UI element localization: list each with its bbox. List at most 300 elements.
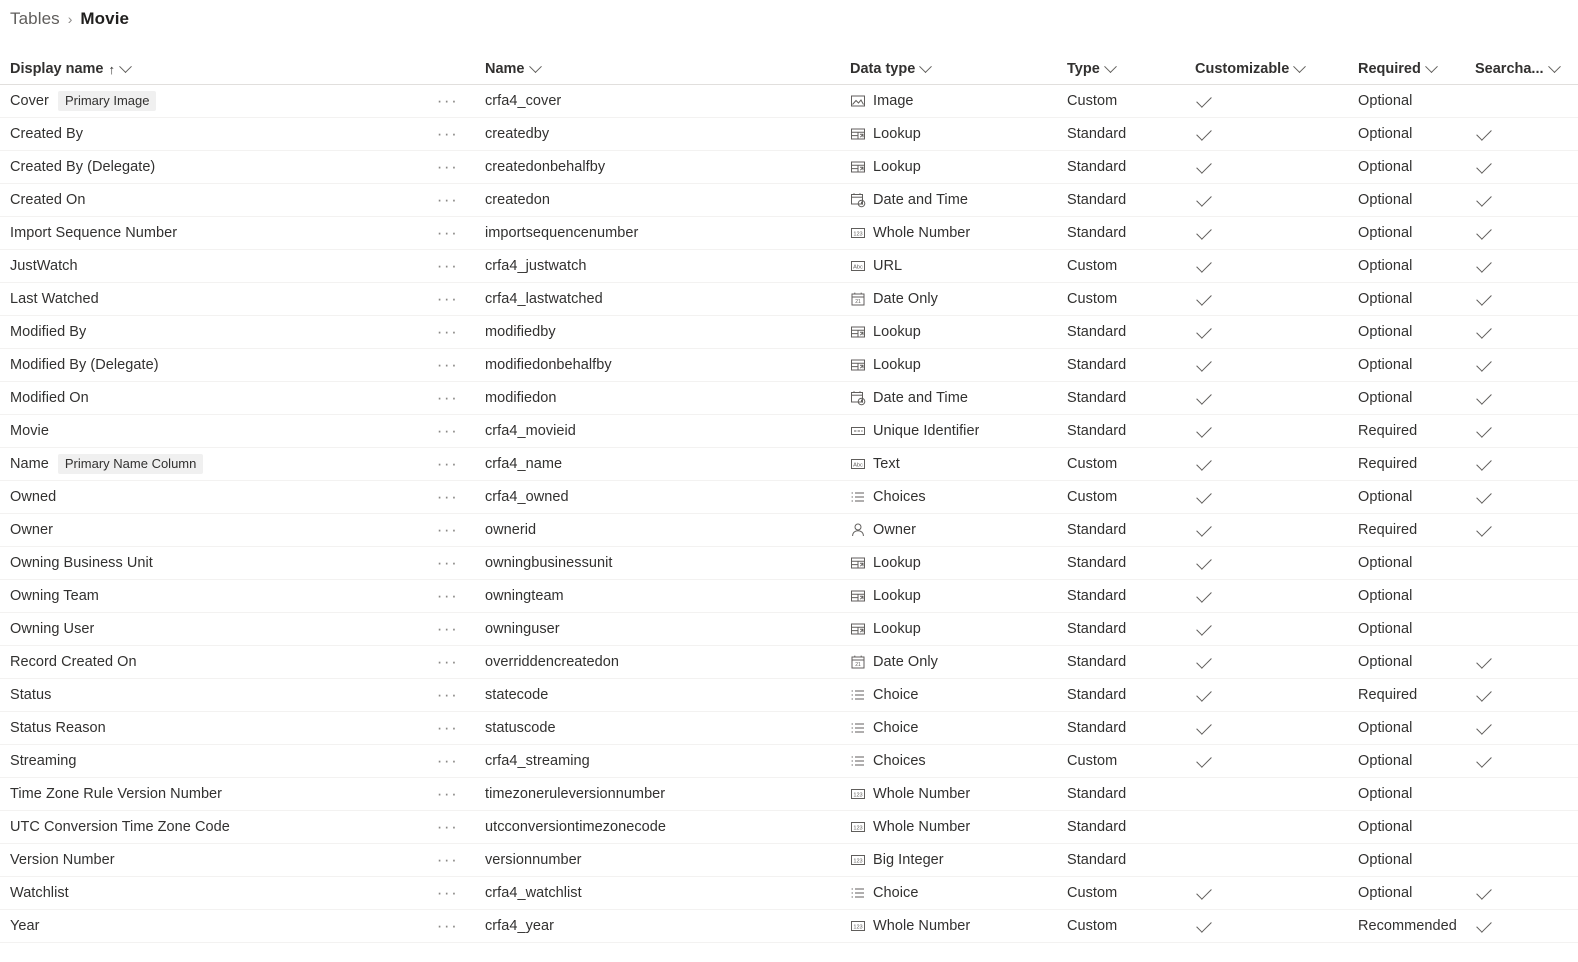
cell-type <box>1063 356 1188 374</box>
type-text: Standard <box>1067 687 1127 703</box>
cell-row-actions <box>420 289 475 308</box>
table-row[interactable] <box>0 85 1578 118</box>
header-cell-display-name[interactable] <box>0 61 420 77</box>
table-row[interactable] <box>0 646 1578 679</box>
cell-searchable <box>1473 613 1578 645</box>
data-type-text: Whole Number <box>873 819 971 835</box>
header-label-type: Type <box>1067 61 1100 77</box>
data-type-text: Date Only <box>873 291 938 307</box>
data-type-text: Choice <box>873 720 919 736</box>
cell-display-name <box>0 91 420 111</box>
logical-name-text: owningbusinessunit <box>485 555 613 571</box>
cell-data-type <box>845 588 1063 604</box>
cell-row-actions <box>420 157 475 176</box>
type-text: Standard <box>1067 786 1127 802</box>
checkmark-icon <box>1476 917 1492 933</box>
column-display-name-link[interactable]: Owning Business Unit <box>10 555 153 571</box>
cell-required <box>1356 818 1473 836</box>
cell-logical-name <box>475 257 845 275</box>
checkmark-icon <box>1196 257 1212 273</box>
table-row[interactable] <box>0 712 1578 745</box>
cell-data-type <box>845 654 1063 670</box>
more-options-icon[interactable]: ··· <box>436 817 459 836</box>
cell-logical-name <box>475 191 845 209</box>
more-options-icon[interactable]: ··· <box>436 223 459 242</box>
required-text: Optional <box>1358 885 1413 901</box>
lookup-icon <box>850 126 866 142</box>
choices-icon <box>850 720 866 736</box>
checkmark-icon <box>1476 125 1492 141</box>
cell-type <box>1063 389 1188 407</box>
status-badge: Primary Image <box>58 91 157 111</box>
column-display-name-link[interactable]: Created By (Delegate) <box>10 159 156 175</box>
cell-display-name <box>0 687 420 703</box>
more-options-icon[interactable]: ··· <box>436 850 459 869</box>
cell-display-name <box>0 819 420 835</box>
checkmark-icon <box>1196 422 1212 438</box>
header-cell-name[interactable] <box>475 61 845 77</box>
svg-text:123: 123 <box>853 924 863 931</box>
checkmark-icon <box>1196 455 1212 471</box>
more-options-icon[interactable]: ··· <box>436 157 459 176</box>
column-display-name-link[interactable]: Owned <box>10 489 57 505</box>
cell-customizable <box>1188 316 1356 348</box>
more-options-icon[interactable]: ··· <box>436 685 459 704</box>
chevron-down-icon[interactable] <box>1293 60 1306 73</box>
cell-required <box>1356 92 1473 110</box>
cell-searchable <box>1473 712 1578 744</box>
cell-type <box>1063 92 1188 110</box>
cell-searchable <box>1473 382 1578 414</box>
chevron-down-icon[interactable] <box>119 60 132 73</box>
header-cell-required[interactable] <box>1356 61 1473 77</box>
cell-logical-name <box>475 290 845 308</box>
more-options-icon[interactable]: ··· <box>436 256 459 275</box>
cell-row-actions <box>420 322 475 341</box>
cell-display-name <box>0 324 420 340</box>
checkmark-icon <box>1476 488 1492 504</box>
more-options-icon[interactable]: ··· <box>436 454 459 473</box>
checkmark-icon <box>1196 620 1212 636</box>
required-text: Optional <box>1358 258 1413 274</box>
cell-type <box>1063 455 1188 473</box>
chevron-down-icon[interactable] <box>1425 60 1438 73</box>
checkmark-icon <box>1476 719 1492 735</box>
table-row[interactable] <box>0 613 1578 646</box>
type-text: Standard <box>1067 522 1127 538</box>
column-display-name-link[interactable]: Owner <box>10 522 53 538</box>
header-cell-type[interactable] <box>1063 61 1188 77</box>
column-display-name-link[interactable]: Watchlist <box>10 885 69 901</box>
logical-name-text: crfa4_name <box>485 456 563 472</box>
cell-type <box>1063 521 1188 539</box>
more-options-icon[interactable]: ··· <box>436 520 459 539</box>
cell-row-actions <box>420 256 475 275</box>
column-display-name-link[interactable]: Created On <box>10 192 86 208</box>
more-options-icon[interactable]: ··· <box>436 586 459 605</box>
table-row[interactable] <box>0 778 1578 811</box>
header-cell-searchable[interactable] <box>1473 61 1578 77</box>
cell-customizable <box>1188 184 1356 216</box>
column-display-name-link[interactable]: Modified On <box>10 390 89 406</box>
required-text: Optional <box>1358 390 1413 406</box>
cell-logical-name <box>475 92 845 110</box>
cell-searchable <box>1473 778 1578 810</box>
header-label-display-name: Display name <box>10 61 104 77</box>
cell-display-name <box>0 588 420 604</box>
cell-customizable <box>1188 349 1356 381</box>
lookup-icon <box>850 555 866 571</box>
cell-data-type <box>845 720 1063 736</box>
cell-data-type <box>845 126 1063 142</box>
cell-data-type <box>845 390 1063 406</box>
chevron-down-icon[interactable] <box>919 60 932 73</box>
required-text: Optional <box>1358 159 1413 175</box>
cell-required <box>1356 257 1473 275</box>
type-text: Standard <box>1067 852 1127 868</box>
checkmark-icon <box>1476 356 1492 372</box>
cell-display-name <box>0 654 420 670</box>
checkmark-icon <box>1196 587 1212 603</box>
cell-customizable <box>1188 910 1356 942</box>
cell-data-type <box>845 489 1063 505</box>
table-row[interactable] <box>0 679 1578 712</box>
svg-text:123: 123 <box>853 858 863 865</box>
cell-data-type <box>845 819 1063 835</box>
owner-icon <box>850 522 866 538</box>
logical-name-text: crfa4_streaming <box>485 753 590 769</box>
required-text: Optional <box>1358 753 1413 769</box>
type-text: Custom <box>1067 489 1118 505</box>
more-options-icon[interactable]: ··· <box>436 619 459 638</box>
cell-customizable <box>1188 547 1356 579</box>
number-icon <box>850 819 866 835</box>
cell-customizable <box>1188 613 1356 645</box>
table-row[interactable] <box>0 250 1578 283</box>
required-text: Optional <box>1358 819 1413 835</box>
cell-data-type <box>845 786 1063 802</box>
table-row[interactable] <box>0 481 1578 514</box>
cell-required <box>1356 785 1473 803</box>
cell-searchable <box>1473 217 1578 249</box>
svg-text:123: 123 <box>853 231 863 238</box>
column-display-name-link[interactable]: Time Zone Rule Version Number <box>10 786 223 802</box>
choices-icon <box>850 687 866 703</box>
table-row[interactable] <box>0 184 1578 217</box>
more-options-icon[interactable]: ··· <box>436 751 459 770</box>
header-cell-customizable[interactable] <box>1188 61 1356 77</box>
cell-customizable <box>1188 283 1356 315</box>
cell-searchable <box>1473 85 1578 117</box>
cell-display-name <box>0 885 420 901</box>
column-display-name-link[interactable]: JustWatch <box>10 258 78 274</box>
cell-type <box>1063 158 1188 176</box>
required-text: Optional <box>1358 192 1413 208</box>
cell-customizable <box>1188 151 1356 183</box>
cell-required <box>1356 158 1473 176</box>
cell-data-type <box>845 555 1063 571</box>
date-only-icon <box>850 654 866 670</box>
cell-row-actions <box>420 223 475 242</box>
logical-name-text: owninguser <box>485 621 560 637</box>
more-options-icon[interactable]: ··· <box>436 553 459 572</box>
column-display-name-link[interactable]: Year <box>10 918 40 934</box>
more-options-icon[interactable]: ··· <box>436 355 459 374</box>
svg-text:123: 123 <box>853 825 863 832</box>
table-row[interactable] <box>0 118 1578 151</box>
type-text: Standard <box>1067 555 1127 571</box>
more-options-icon[interactable]: ··· <box>436 289 459 308</box>
table-row[interactable] <box>0 217 1578 250</box>
logical-name-text: crfa4_lastwatched <box>485 291 603 307</box>
cell-logical-name <box>475 125 845 143</box>
header-label-searchable: Searcha... <box>1475 61 1544 77</box>
cell-required <box>1356 752 1473 770</box>
more-options-icon[interactable]: ··· <box>436 883 459 902</box>
chevron-down-icon[interactable] <box>1548 60 1561 73</box>
column-display-name-link[interactable]: Record Created On <box>10 654 137 670</box>
type-text: Standard <box>1067 225 1127 241</box>
data-type-text: Lookup <box>873 324 921 340</box>
table-row[interactable] <box>0 547 1578 580</box>
checkmark-icon <box>1476 191 1492 207</box>
cell-searchable <box>1473 679 1578 711</box>
column-display-name-link[interactable]: Modified By (Delegate) <box>10 357 159 373</box>
cell-row-actions <box>420 817 475 836</box>
checkmark-icon <box>1196 125 1212 141</box>
cell-customizable <box>1188 679 1356 711</box>
cell-required <box>1356 455 1473 473</box>
date-only-icon <box>850 291 866 307</box>
type-text: Standard <box>1067 654 1127 670</box>
more-options-icon[interactable]: ··· <box>436 91 459 110</box>
more-options-icon[interactable]: ··· <box>436 487 459 506</box>
status-badge: Primary Name Column <box>58 454 203 474</box>
cell-searchable <box>1473 646 1578 678</box>
cell-row-actions <box>420 586 475 605</box>
cell-searchable <box>1473 844 1578 876</box>
table-row[interactable] <box>0 811 1578 844</box>
column-display-name-link[interactable]: UTC Conversion Time Zone Code <box>10 819 230 835</box>
cell-required <box>1356 521 1473 539</box>
cell-logical-name <box>475 752 845 770</box>
cell-type <box>1063 686 1188 704</box>
table-row[interactable] <box>0 316 1578 349</box>
column-display-name-link[interactable]: Status <box>10 687 52 703</box>
cell-type <box>1063 752 1188 770</box>
choices-icon <box>850 753 866 769</box>
cell-data-type <box>845 93 1063 109</box>
cell-display-name <box>0 522 420 538</box>
cell-display-name <box>0 489 420 505</box>
column-display-name-link[interactable]: Status Reason <box>10 720 106 736</box>
required-text: Required <box>1358 522 1418 538</box>
cell-logical-name <box>475 521 845 539</box>
header-label-required: Required <box>1358 61 1421 77</box>
cell-customizable <box>1188 250 1356 282</box>
cell-searchable <box>1473 745 1578 777</box>
cell-data-type <box>845 621 1063 637</box>
cell-logical-name <box>475 224 845 242</box>
cell-customizable <box>1188 712 1356 744</box>
more-options-icon[interactable]: ··· <box>436 784 459 803</box>
cell-data-type <box>845 291 1063 307</box>
required-text: Optional <box>1358 324 1413 340</box>
cell-required <box>1356 356 1473 374</box>
more-options-icon[interactable]: ··· <box>436 916 459 935</box>
type-text: Standard <box>1067 819 1127 835</box>
lookup-icon <box>850 588 866 604</box>
date-time-icon <box>850 192 866 208</box>
required-text: Required <box>1358 423 1418 439</box>
table-row[interactable] <box>0 448 1578 481</box>
cell-searchable <box>1473 283 1578 315</box>
type-text: Custom <box>1067 753 1118 769</box>
type-text: Custom <box>1067 291 1118 307</box>
checkmark-icon <box>1196 290 1212 306</box>
column-display-name-link[interactable]: Cover <box>10 93 49 109</box>
required-text: Recommended <box>1358 918 1457 934</box>
column-display-name-link[interactable]: Modified By <box>10 324 87 340</box>
svg-text:21: 21 <box>855 662 861 668</box>
column-display-name-link[interactable]: Version Number <box>10 852 115 868</box>
cell-type <box>1063 851 1188 869</box>
chevron-down-icon[interactable] <box>529 60 542 73</box>
cell-display-name <box>0 159 420 175</box>
unique-id-icon <box>850 423 866 439</box>
table-row[interactable] <box>0 910 1578 943</box>
number-icon <box>850 852 866 868</box>
cell-logical-name <box>475 158 845 176</box>
required-text: Required <box>1358 456 1418 472</box>
choices-icon <box>850 489 866 505</box>
cell-type <box>1063 554 1188 572</box>
logical-name-text: crfa4_owned <box>485 489 569 505</box>
cell-logical-name <box>475 818 845 836</box>
data-type-text: Lookup <box>873 126 921 142</box>
cell-data-type <box>845 918 1063 934</box>
table-row[interactable] <box>0 514 1578 547</box>
required-text: Optional <box>1358 621 1413 637</box>
svg-text:Abc: Abc <box>853 462 863 469</box>
cell-logical-name <box>475 554 845 572</box>
logical-name-text: crfa4_movieid <box>485 423 576 439</box>
table-row[interactable] <box>0 844 1578 877</box>
cell-type <box>1063 620 1188 638</box>
table-row[interactable] <box>0 877 1578 910</box>
column-display-name-link[interactable]: Streaming <box>10 753 77 769</box>
cell-data-type <box>845 225 1063 241</box>
table-row[interactable] <box>0 415 1578 448</box>
more-options-icon[interactable]: ··· <box>436 124 459 143</box>
header-cell-data-type[interactable] <box>845 61 1063 77</box>
table-row[interactable] <box>0 349 1578 382</box>
required-text: Optional <box>1358 786 1413 802</box>
type-text: Standard <box>1067 588 1127 604</box>
cell-display-name <box>0 753 420 769</box>
page-title: Movie <box>80 9 130 28</box>
table-row[interactable] <box>0 151 1578 184</box>
cell-row-actions <box>420 91 475 110</box>
cell-customizable <box>1188 778 1356 810</box>
cell-data-type <box>845 687 1063 703</box>
cell-logical-name <box>475 917 845 935</box>
more-options-icon[interactable]: ··· <box>436 190 459 209</box>
data-type-text: Date and Time <box>873 390 968 406</box>
cell-customizable <box>1188 811 1356 843</box>
data-type-text: URL <box>873 258 903 274</box>
cell-row-actions <box>420 850 475 869</box>
cell-logical-name <box>475 422 845 440</box>
cell-logical-name <box>475 323 845 341</box>
column-display-name-link[interactable]: Created By <box>10 126 84 142</box>
column-display-name-link[interactable]: Owning Team <box>10 588 99 604</box>
cell-customizable <box>1188 448 1356 480</box>
column-display-name-link[interactable]: Last Watched <box>10 291 99 307</box>
cell-type <box>1063 884 1188 902</box>
required-text: Optional <box>1358 291 1413 307</box>
cell-display-name <box>0 555 420 571</box>
checkmark-icon <box>1476 884 1492 900</box>
cell-type <box>1063 125 1188 143</box>
cell-display-name <box>0 423 420 439</box>
cell-type <box>1063 224 1188 242</box>
breadcrumb <box>0 0 1578 38</box>
column-display-name-link[interactable]: Movie <box>10 423 49 439</box>
column-display-name-link[interactable]: Owning User <box>10 621 95 637</box>
chevron-down-icon[interactable] <box>1104 60 1117 73</box>
required-text: Optional <box>1358 852 1413 868</box>
svg-text:Abc: Abc <box>853 264 863 271</box>
data-type-text: Image <box>873 93 914 109</box>
data-type-text: Lookup <box>873 555 921 571</box>
checkmark-icon <box>1196 752 1212 768</box>
number-icon <box>850 786 866 802</box>
cell-row-actions <box>420 388 475 407</box>
data-type-text: Whole Number <box>873 225 971 241</box>
column-display-name-link[interactable]: Name <box>10 456 49 472</box>
cell-required <box>1356 125 1473 143</box>
cell-row-actions <box>420 718 475 737</box>
more-options-icon[interactable]: ··· <box>436 421 459 440</box>
cell-type <box>1063 290 1188 308</box>
data-type-text: Choices <box>873 753 926 769</box>
logical-name-text: statuscode <box>485 720 556 736</box>
more-options-icon[interactable]: ··· <box>436 388 459 407</box>
cell-required <box>1356 224 1473 242</box>
type-text: Standard <box>1067 390 1127 406</box>
table-row[interactable] <box>0 283 1578 316</box>
table-row[interactable] <box>0 745 1578 778</box>
cell-type <box>1063 488 1188 506</box>
logical-name-text: crfa4_watchlist <box>485 885 582 901</box>
type-text: Standard <box>1067 324 1127 340</box>
breadcrumb-tables-link[interactable]: Tables <box>10 9 60 28</box>
type-text: Standard <box>1067 423 1127 439</box>
more-options-icon[interactable]: ··· <box>436 652 459 671</box>
column-display-name-link[interactable]: Import Sequence Number <box>10 225 178 241</box>
more-options-icon[interactable]: ··· <box>436 322 459 341</box>
table-row[interactable] <box>0 382 1578 415</box>
header-label-data-type: Data type <box>850 61 916 77</box>
cell-type <box>1063 818 1188 836</box>
type-text: Standard <box>1067 159 1127 175</box>
more-options-icon[interactable]: ··· <box>436 718 459 737</box>
cell-required <box>1356 554 1473 572</box>
cell-required <box>1356 851 1473 869</box>
cell-customizable <box>1188 382 1356 414</box>
table-row[interactable] <box>0 580 1578 613</box>
